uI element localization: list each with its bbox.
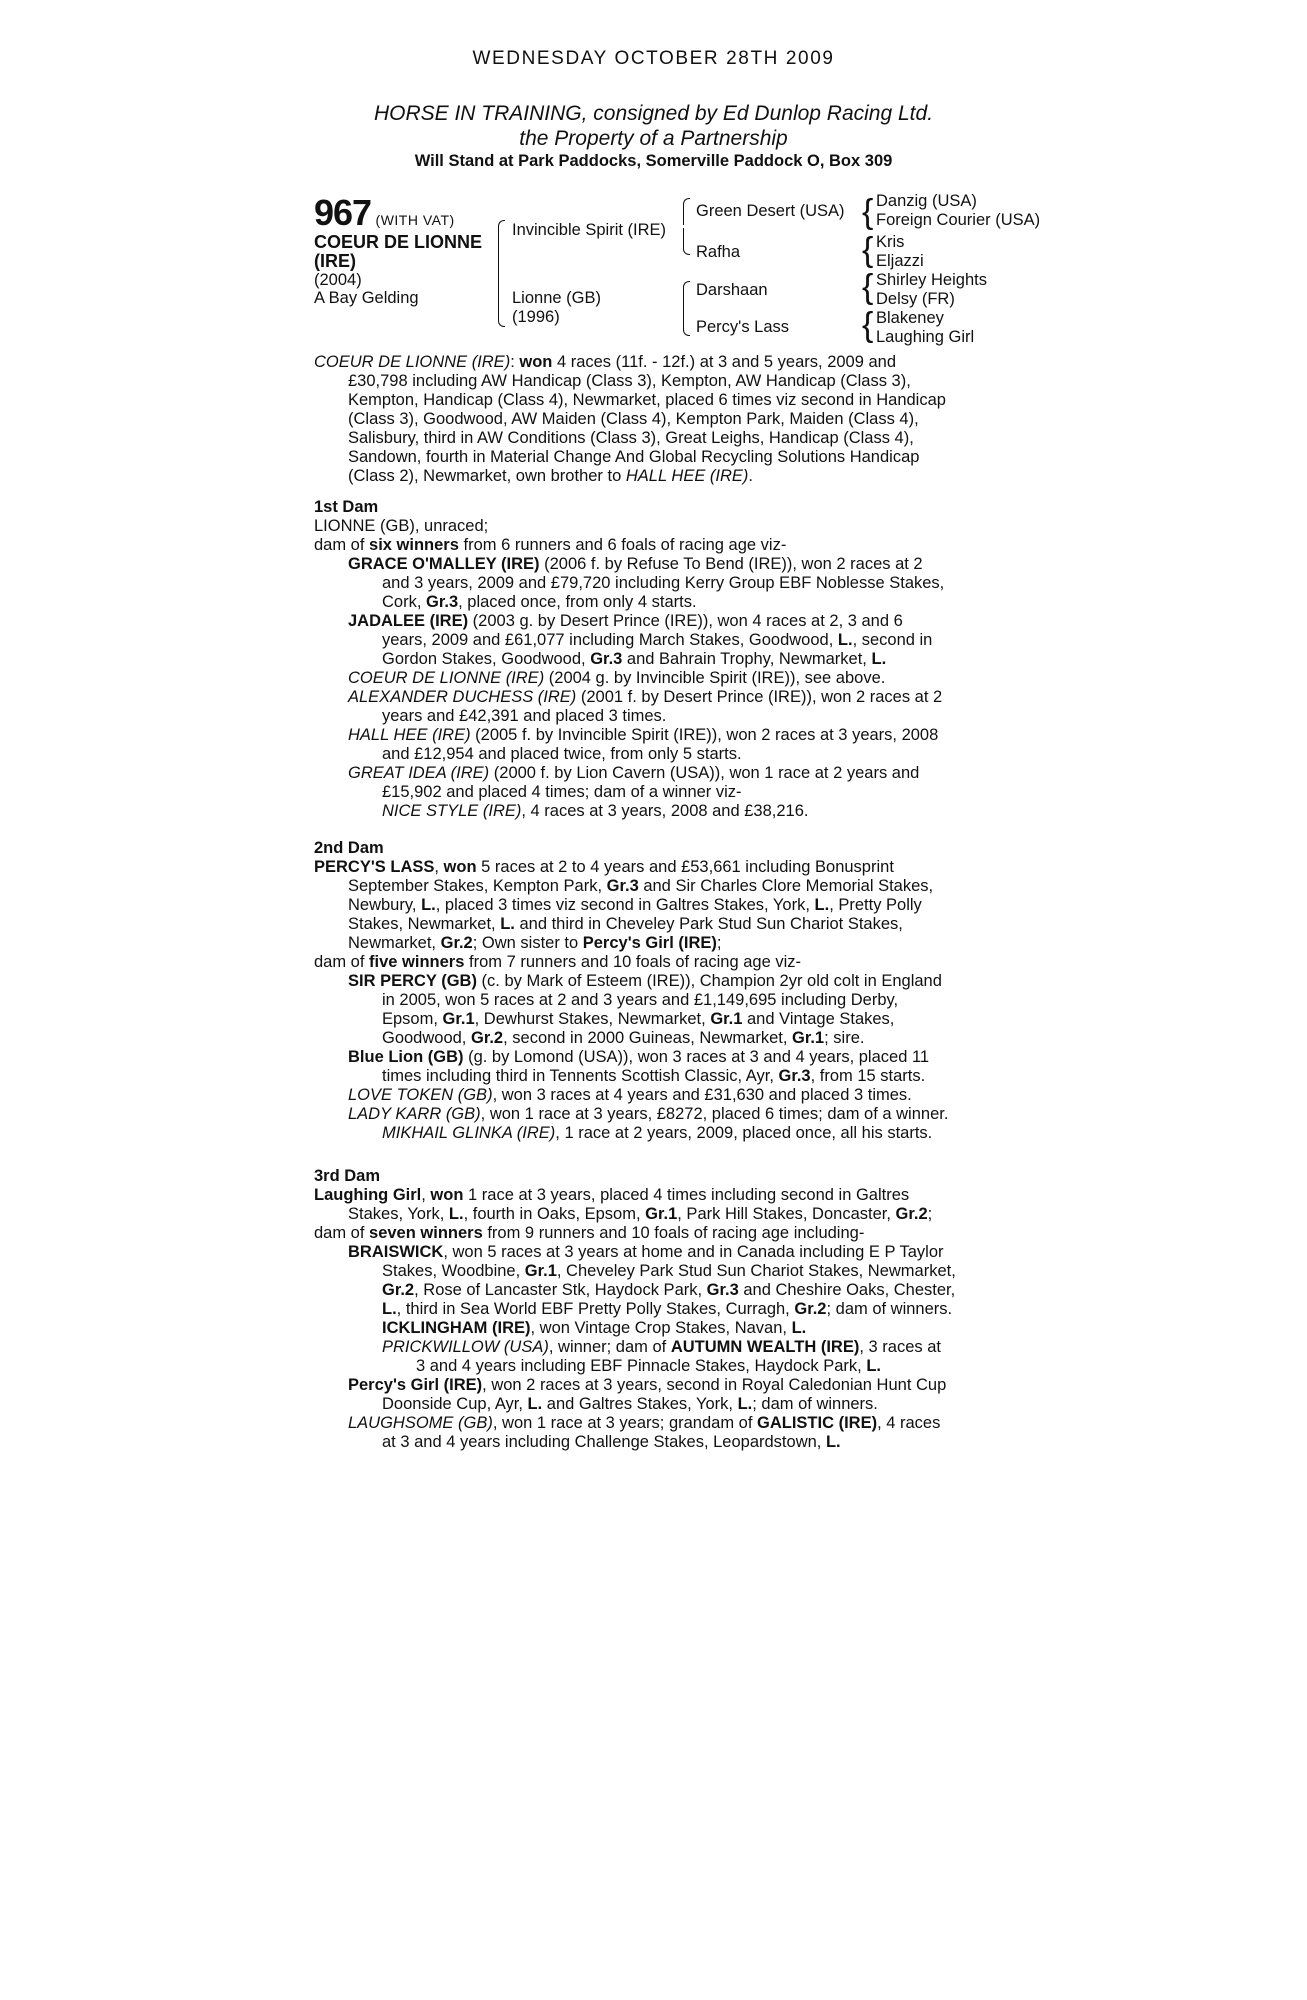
vat-note: (WITH VAT) bbox=[375, 212, 455, 228]
ggp-8: Laughing Girl bbox=[876, 328, 975, 346]
second-dam-line-part: from 7 runners and 10 foals of racing age viz- bbox=[464, 953, 801, 971]
second-dam-line bbox=[314, 953, 801, 972]
second-dam-line bbox=[348, 877, 933, 896]
produce-entry-part: , won 2 races at 3 years, second in Royal Caledonian Hunt Cup bbox=[482, 1376, 947, 1394]
first-dam-line bbox=[314, 536, 786, 555]
produce-entry-cont bbox=[382, 1300, 952, 1319]
produce-entry-cont-part: Gr.2 bbox=[794, 1300, 827, 1318]
third-dam-line-part: L. bbox=[448, 1205, 464, 1223]
produce-entry-cont-part: Goodwood, bbox=[382, 1029, 471, 1047]
record-line bbox=[314, 353, 896, 372]
second-dam-line-part: L. bbox=[814, 896, 830, 914]
horse-name: COEUR DE LIONNE bbox=[314, 232, 483, 252]
ggp-6: Delsy (FR) bbox=[876, 290, 955, 308]
produce-entry-cont-part: Doonside Cup, Ayr, bbox=[382, 1395, 528, 1413]
first-dam-heading-part: 1st Dam bbox=[314, 498, 379, 516]
produce-entry-part: (2000 f. by Lion Cavern (USA)), won 1 race at 2 years and bbox=[489, 764, 920, 782]
record-line-part: 4 races (11f. - 12f.) at 3 and 5 years, 2009 and bbox=[552, 353, 897, 371]
second-dam-line bbox=[314, 858, 894, 877]
second-dam-line-part: ; Own sister to bbox=[472, 934, 583, 952]
horse-origin: (IRE) bbox=[314, 251, 356, 271]
third-dam-line-part: , fourth in Oaks, Epsom, bbox=[463, 1205, 646, 1223]
ggp-4: Eljazzi bbox=[876, 252, 924, 270]
third-dam-line-part: Gr.2 bbox=[895, 1205, 928, 1223]
produce-entry-cont-part: ; sire. bbox=[824, 1029, 865, 1047]
record-line-part: Kempton, Handicap (Class 4), Newmarket, placed 6 times viz second in Handicap bbox=[348, 391, 946, 409]
produce-entry-cont bbox=[382, 1029, 864, 1048]
produce-entry-cont-part: Gr.2 bbox=[382, 1281, 415, 1299]
produce-entry-part: L. bbox=[791, 1319, 807, 1337]
produce-entry-part: PRICKWILLOW (USA) bbox=[382, 1338, 549, 1356]
produce-entry-cont-part: and Galtres Stakes, York, bbox=[542, 1395, 738, 1413]
produce-entry-cont-part: Gr.1 bbox=[442, 1010, 475, 1028]
produce-entry bbox=[348, 612, 903, 631]
produce-entry-part: , 4 races bbox=[877, 1414, 941, 1432]
produce-entry-cont-part: L. bbox=[527, 1395, 543, 1413]
produce-entry-cont-part: in 2005, won 5 races at 2 and 3 years and £1,149,695 including Derby, bbox=[382, 991, 899, 1009]
produce-entry-cont-part: , Cheveley Park Stud Sun Chariot Stakes, Newmarket, bbox=[556, 1262, 956, 1280]
second-dam-line-part: five winners bbox=[369, 953, 465, 971]
second-dam-line-part: , Pretty Polly bbox=[829, 896, 922, 914]
record-line-part: . bbox=[748, 467, 754, 485]
produce-entry-part: LOVE TOKEN (GB) bbox=[348, 1086, 493, 1104]
consignor-line: HORSE IN TRAINING, consigned by Ed Dunlop Racing Ltd. bbox=[373, 102, 934, 125]
produce-entry-part: (2003 g. by Desert Prince (IRE)), won 4 races at 2, 3 and 6 bbox=[468, 612, 903, 630]
second-dam-line-part: September Stakes, Kempton Park, bbox=[348, 877, 607, 895]
ggp-3: Kris bbox=[876, 233, 905, 251]
second-dam-line-part: won bbox=[443, 858, 477, 876]
produce-entry-part: NICE STYLE (IRE) bbox=[382, 802, 522, 820]
produce-entry bbox=[348, 972, 942, 991]
stand-location: Will Stand at Park Paddocks, Somerville Paddock O, Box 309 bbox=[414, 152, 893, 170]
second-dam-line-part: Gr.2 bbox=[440, 934, 473, 952]
produce-entry bbox=[382, 1319, 806, 1338]
produce-entry-part: JADALEE (IRE) bbox=[348, 612, 469, 630]
produce-entry bbox=[348, 1086, 912, 1105]
produce-entry-cont-part: , third in Sea World EBF Pretty Polly Stakes, Curragh, bbox=[396, 1300, 795, 1318]
ggp-brace-4: { bbox=[862, 306, 874, 344]
third-dam-line-part: ; bbox=[927, 1205, 933, 1223]
produce-entry bbox=[348, 726, 938, 745]
produce-entry-part: GREAT IDEA (IRE) bbox=[348, 764, 490, 782]
record-line bbox=[348, 372, 911, 391]
produce-entry-cont bbox=[382, 783, 742, 802]
produce-entry-cont bbox=[382, 1010, 894, 1029]
produce-entry-part: ALEXANDER DUCHESS (IRE) bbox=[348, 688, 577, 706]
produce-entry-cont-part: Gordon Stakes, Goodwood, bbox=[382, 650, 591, 668]
produce-entry-part: LAUGHSOME (GB) bbox=[348, 1414, 493, 1432]
produce-entry-part: Percy's Girl (IRE) bbox=[348, 1376, 483, 1394]
produce-entry-cont-part: and £12,954 and placed twice, from only 5 starts. bbox=[382, 745, 742, 763]
produce-entry bbox=[348, 1243, 944, 1262]
produce-entry-cont-part: , second in bbox=[852, 631, 933, 649]
second-dam-line-part: Newbury, bbox=[348, 896, 422, 914]
produce-entry-cont-part: and 3 years, 2009 and £79,720 including Kerry Group EBF Noblesse Stakes, bbox=[382, 574, 945, 592]
produce-entry bbox=[348, 1414, 940, 1433]
record-line bbox=[348, 410, 919, 429]
second-dam-line-part: Newmarket, bbox=[348, 934, 441, 952]
produce-entry-cont-part: Gr.3 bbox=[778, 1067, 811, 1085]
produce-entry-cont-part: L. bbox=[825, 1433, 841, 1451]
first-dam-line-part: six winners bbox=[369, 536, 459, 554]
second-dam-line bbox=[348, 934, 722, 953]
produce-entry-cont-part: L. bbox=[871, 650, 887, 668]
second-dam-line bbox=[348, 896, 922, 915]
produce-entry-cont bbox=[382, 1262, 956, 1281]
produce-entry-part: (2006 f. by Refuse To Bend (IRE)), won 2 races at 2 bbox=[539, 555, 923, 573]
dam: Lionne (GB) bbox=[512, 289, 601, 307]
produce-entry-part: , won 1 race at 3 years; grandam of bbox=[492, 1414, 757, 1432]
produce-entry-cont-part: times including third in Tennents Scottish Classic, Ayr, bbox=[382, 1067, 779, 1085]
lot-number-row bbox=[314, 192, 455, 234]
ggp-2: Foreign Courier (USA) bbox=[876, 211, 1041, 229]
second-dam-line-part: PERCY'S LASS bbox=[314, 858, 435, 876]
record-line bbox=[348, 391, 946, 410]
dam-sire: Darshaan bbox=[696, 281, 768, 299]
produce-entry-cont bbox=[382, 707, 666, 726]
produce-entry bbox=[348, 1048, 929, 1067]
produce-entry-cont-part: , second in 2000 Guineas, Newmarket, bbox=[503, 1029, 792, 1047]
produce-entry-part: , 3 races at bbox=[859, 1338, 941, 1356]
produce-entry-cont-part: ; dam of winners. bbox=[826, 1300, 953, 1318]
record-line-part: Salisbury, third in AW Conditions (Class 3), Great Leighs, Handicap (Class 4), bbox=[348, 429, 914, 447]
produce-entry-cont-part: Gr.1 bbox=[792, 1029, 825, 1047]
third-dam-line-part: , bbox=[421, 1186, 431, 1204]
produce-entry bbox=[348, 764, 919, 783]
produce-entry-cont-part: , placed once, from only 4 starts. bbox=[458, 593, 697, 611]
record-line-part: HALL HEE (IRE) bbox=[625, 467, 749, 485]
third-dam-line-part: Laughing Girl bbox=[314, 1186, 422, 1204]
third-dam-line-part: Stakes, York, bbox=[348, 1205, 449, 1223]
produce-entry-cont bbox=[382, 1281, 955, 1300]
sire-brace-top bbox=[683, 198, 690, 225]
produce-entry-part: (2004 g. by Invincible Spirit (IRE)), see above. bbox=[544, 669, 886, 687]
foaling-year: (2004) bbox=[314, 271, 362, 289]
produce-entry-part: Blue Lion (GB) bbox=[348, 1048, 464, 1066]
second-dam-heading-part: 2nd Dam bbox=[314, 839, 384, 857]
first-dam-line bbox=[314, 517, 488, 536]
produce-entry-part: , won Vintage Crop Stakes, Navan, bbox=[530, 1319, 792, 1337]
sire-dam: Rafha bbox=[696, 243, 741, 261]
ggp-brace-3: { bbox=[862, 268, 874, 306]
produce-entry-cont-part: Cork, bbox=[382, 593, 427, 611]
dam-brace-bottom bbox=[683, 301, 690, 336]
produce-entry bbox=[348, 669, 885, 688]
second-dam-line-part: and Sir Charles Clore Memorial Stakes, bbox=[638, 877, 934, 895]
third-dam-line-part: 1 race at 3 years, placed 4 times including second in Galtres bbox=[463, 1186, 910, 1204]
produce-entry-part: , 1 race at 2 years, 2009, placed once, all his starts. bbox=[555, 1124, 933, 1142]
produce-entry-cont bbox=[416, 1357, 881, 1376]
ggp-7: Blakeney bbox=[876, 309, 944, 327]
produce-entry-cont-part: Gr.1 bbox=[710, 1010, 743, 1028]
produce-entry-part: , won 5 races at 3 years at home and in Canada including E P Taylor bbox=[443, 1243, 944, 1261]
third-dam-line-part: , Park Hill Stakes, Doncaster, bbox=[677, 1205, 896, 1223]
produce-entry-cont-part: Gr.3 bbox=[426, 593, 459, 611]
produce-entry-part: HALL HEE (IRE) bbox=[348, 726, 471, 744]
produce-entry-cont-part: years and £42,391 and placed 3 times. bbox=[382, 707, 667, 725]
produce-entry bbox=[348, 555, 923, 574]
produce-entry-part: (2005 f. by Invincible Spirit (IRE)), won 2 races at 3 years, 2008 bbox=[470, 726, 939, 744]
second-dam-line-part: and third in Cheveley Park Stud Sun Chariot Stakes, bbox=[514, 915, 903, 933]
produce-entry-part: (c. by Mark of Esteem (IRE)), Champion 2yr old colt in England bbox=[476, 972, 942, 990]
second-dam-line-part: ; bbox=[716, 934, 722, 952]
third-dam-line bbox=[348, 1205, 932, 1224]
produce-entry-cont-part: years, 2009 and £61,077 including March Stakes, Goodwood, bbox=[382, 631, 838, 649]
produce-entry-cont-part: L. bbox=[837, 631, 853, 649]
third-dam-heading-part: 3rd Dam bbox=[314, 1167, 381, 1185]
second-dam-line-part: , bbox=[434, 858, 444, 876]
produce-entry-cont-part: Gr.2 bbox=[470, 1029, 504, 1047]
produce-entry-cont-part: , from 15 starts. bbox=[810, 1067, 926, 1085]
third-dam-line-part: from 9 runners and 10 foals of racing age including- bbox=[482, 1224, 865, 1242]
produce-entry-cont bbox=[382, 574, 944, 593]
first-dam-line-part: LIONNE (GB), unraced; bbox=[314, 517, 489, 535]
record-line-part: won bbox=[519, 353, 553, 371]
third-dam-line bbox=[314, 1186, 909, 1205]
produce-entry-cont-part: L. bbox=[382, 1300, 397, 1318]
second-dam-line bbox=[348, 915, 903, 934]
produce-entry-part: GALISTIC (IRE) bbox=[757, 1414, 878, 1432]
produce-entry bbox=[348, 1376, 946, 1395]
produce-entry bbox=[348, 688, 942, 707]
second-dam-line-part: 5 races at 2 to 4 years and £53,661 including Bonusprint bbox=[476, 858, 894, 876]
dam-brace-top bbox=[683, 281, 690, 302]
ggp-1: Danzig (USA) bbox=[876, 192, 977, 210]
produce-entry bbox=[382, 1338, 941, 1357]
produce-entry-part: MIKHAIL GLINKA (IRE) bbox=[382, 1124, 556, 1142]
produce-entry-cont-part: Gr.1 bbox=[524, 1262, 557, 1280]
produce-entry-part: ICKLINGHAM (IRE) bbox=[382, 1319, 531, 1337]
third-dam-line-part: Gr.1 bbox=[645, 1205, 678, 1223]
produce-entry-part: (2001 f. by Desert Prince (IRE)), won 2 races at 2 bbox=[576, 688, 943, 706]
produce-entry-cont bbox=[382, 650, 886, 669]
produce-entry-cont bbox=[382, 1433, 841, 1452]
produce-entry-cont-part: , Dewhurst Stakes, Newmarket, bbox=[474, 1010, 711, 1028]
second-dam-heading bbox=[314, 839, 384, 858]
produce-entry-cont-part: 3 and 4 years including EBF Pinnacle Stakes, Haydock Park, bbox=[416, 1357, 867, 1375]
produce-entry-cont bbox=[382, 991, 898, 1010]
produce-entry-cont-part: Stakes, Woodbine, bbox=[382, 1262, 525, 1280]
sale-date: WEDNESDAY OCTOBER 28TH 2009 bbox=[472, 48, 835, 69]
produce-entry-cont-part: Gr.3 bbox=[706, 1281, 739, 1299]
third-dam-line-part: seven winners bbox=[369, 1224, 483, 1242]
property-line: the Property of a Partnership bbox=[519, 127, 788, 150]
second-dam-line-part: dam of bbox=[314, 953, 370, 971]
produce-entry-cont-part: £15,902 and placed 4 times; dam of a winner viz- bbox=[382, 783, 742, 801]
produce-entry-cont-part: and Bahrain Trophy, Newmarket, bbox=[622, 650, 872, 668]
produce-entry bbox=[348, 1105, 948, 1124]
third-dam-line-part: dam of bbox=[314, 1224, 370, 1242]
produce-entry-cont-part: Gr.3 bbox=[590, 650, 623, 668]
dam-year: (1996) bbox=[512, 308, 560, 326]
horse-description: A Bay Gelding bbox=[314, 289, 419, 307]
produce-entry-cont bbox=[382, 1395, 878, 1414]
produce-entry-part: GRACE O'MALLEY (IRE) bbox=[348, 555, 540, 573]
produce-entry bbox=[382, 1124, 932, 1143]
record-line bbox=[348, 429, 914, 448]
produce-entry-part: , winner; dam of bbox=[548, 1338, 671, 1356]
second-dam-line-part: Gr.3 bbox=[606, 877, 639, 895]
produce-entry-part: , won 3 races at 4 years and £31,630 and placed 3 times. bbox=[492, 1086, 912, 1104]
produce-entry-part: AUTUMN WEALTH (IRE) bbox=[670, 1338, 860, 1356]
produce-entry bbox=[382, 802, 808, 821]
record-line bbox=[348, 467, 753, 486]
sire: Invincible Spirit (IRE) bbox=[512, 221, 667, 239]
produce-entry-cont-part: at 3 and 4 years including Challenge Stakes, Leopardstown, bbox=[382, 1433, 826, 1451]
record-line-part: (Class 3), Goodwood, AW Maiden (Class 4), Kempton Park, Maiden (Class 4), bbox=[348, 410, 919, 428]
produce-entry-cont-part: , Rose of Lancaster Stk, Haydock Park, bbox=[414, 1281, 707, 1299]
produce-entry-part: , won 1 race at 3 years, £8272, placed 6 times; dam of a winner. bbox=[480, 1105, 949, 1123]
dam-dam: Percy's Lass bbox=[696, 318, 790, 336]
ggp-brace-1: { bbox=[862, 193, 874, 231]
third-dam-line bbox=[314, 1224, 864, 1243]
second-dam-line-part: L. bbox=[421, 896, 436, 914]
first-dam-heading bbox=[314, 498, 378, 517]
second-dam-line-part: , placed 3 times viz second in Galtres Stakes, York, bbox=[435, 896, 815, 914]
record-line-part: (Class 2), Newmarket, own brother to bbox=[348, 467, 626, 485]
second-dam-line-part: L. bbox=[500, 915, 515, 933]
produce-entry-part: LADY KARR (GB) bbox=[348, 1105, 481, 1123]
record-line-part: Sandown, fourth in Material Change And Global Recycling Solutions Handicap bbox=[348, 448, 920, 466]
produce-entry-part: SIR PERCY (GB) bbox=[348, 972, 477, 990]
produce-entry-part: , 4 races at 3 years, 2008 and £38,216. bbox=[521, 802, 809, 820]
produce-entry-cont-part: L. bbox=[866, 1357, 881, 1375]
produce-entry-cont-part: and Cheshire Oaks, Chester, bbox=[738, 1281, 956, 1299]
produce-entry-part: (g. by Lomond (USA)), won 3 races at 3 and 4 years, placed 11 bbox=[463, 1048, 930, 1066]
produce-entry-cont bbox=[382, 593, 697, 612]
produce-entry-part: BRAISWICK bbox=[348, 1243, 444, 1261]
produce-entry-cont-part: L. bbox=[737, 1395, 753, 1413]
second-dam-line-part: Percy's Girl (IRE) bbox=[582, 934, 717, 952]
pedigree-brace-main-bottom bbox=[498, 280, 505, 327]
produce-entry-cont-part: Epsom, bbox=[382, 1010, 443, 1028]
produce-entry-cont bbox=[382, 1067, 925, 1086]
record-line bbox=[348, 448, 919, 467]
third-dam-heading bbox=[314, 1167, 380, 1186]
record-line-part: : bbox=[510, 353, 520, 371]
first-dam-line-part: from 6 runners and 6 foals of racing age viz- bbox=[458, 536, 787, 554]
produce-entry-cont-part: and Vintage Stakes, bbox=[742, 1010, 895, 1028]
sire-brace-bottom bbox=[683, 228, 690, 255]
second-dam-line-part: Stakes, Newmarket, bbox=[348, 915, 501, 933]
record-line-part: COEUR DE LIONNE (IRE) bbox=[314, 353, 511, 371]
sire-sire: Green Desert (USA) bbox=[696, 202, 845, 220]
produce-entry-cont bbox=[382, 631, 932, 650]
record-line-part: £30,798 including AW Handicap (Class 3), Kempton, AW Handicap (Class 3), bbox=[348, 372, 911, 390]
ggp-5: Shirley Heights bbox=[876, 271, 987, 289]
third-dam-line-part: won bbox=[430, 1186, 464, 1204]
lot-number: 967 bbox=[314, 192, 372, 233]
first-dam-line-part: dam of bbox=[314, 536, 370, 554]
produce-entry-cont bbox=[382, 745, 742, 764]
produce-entry-cont-part: ; dam of winners. bbox=[752, 1395, 878, 1413]
produce-entry-part: COEUR DE LIONNE (IRE) bbox=[348, 669, 545, 687]
ggp-brace-2: { bbox=[862, 231, 874, 269]
